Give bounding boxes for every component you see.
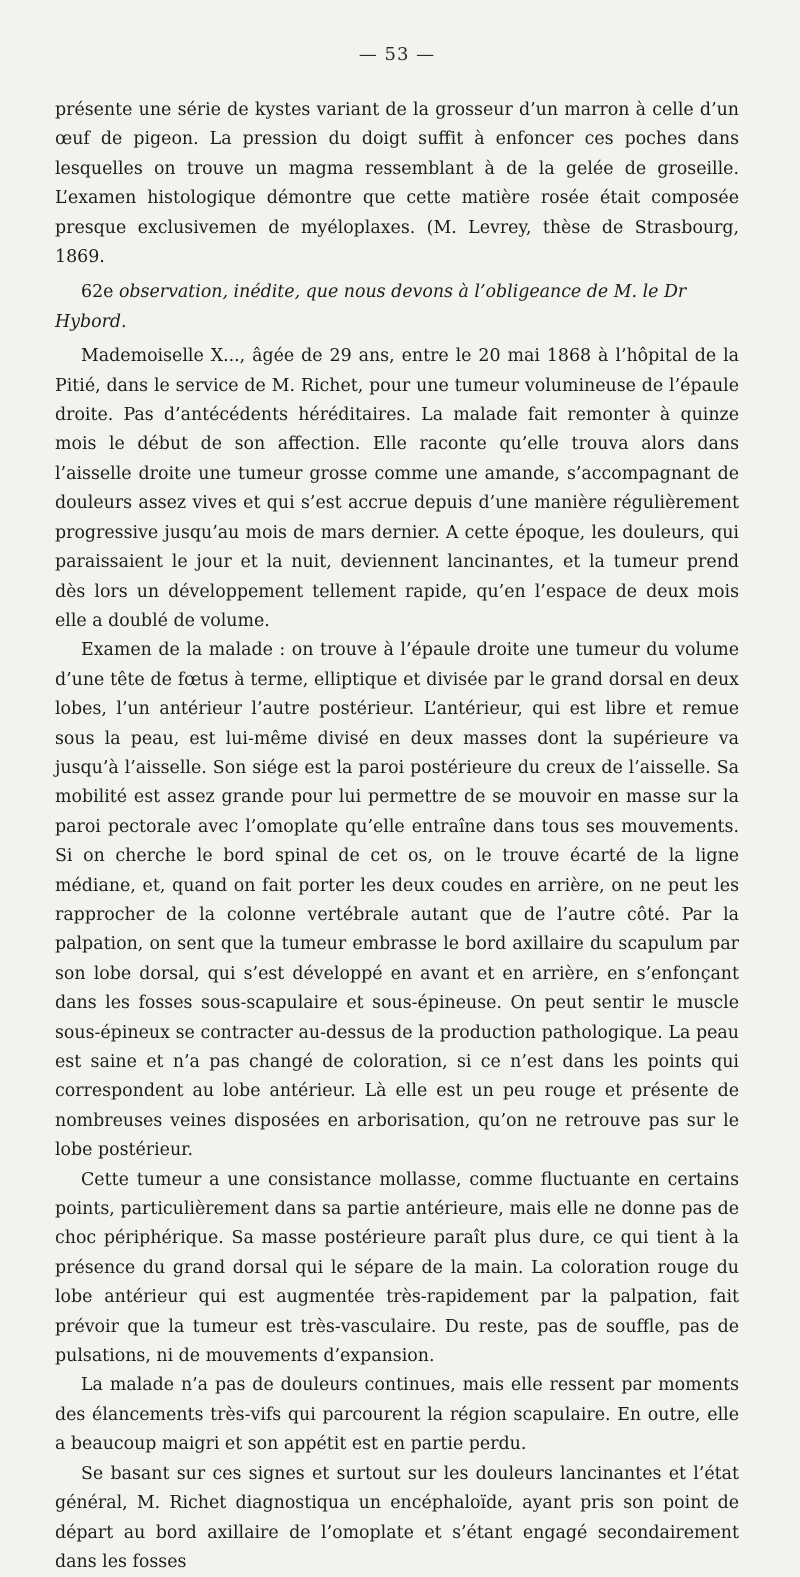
paragraph-continuation: présente une série de kystes variant de la grosseur d’un marron à celle d’un œuf de pigeon. La pression du doigt suffit à enfoncer ces poches dans lesquelles on trouve un magma ressemblant à de la gelée de groseille. L’examen histologique démontre que cette matière rosée était composée presque exclusivemen de myéloplaxes. (M. Levrey, thèse de Strasbourg, 1869. bbox=[55, 100, 739, 268]
page-number: — 53 — bbox=[358, 44, 436, 65]
paragraph-consistency: Cette tumeur a une consistance mollasse, comme fluctuante en certains points, particulièrement dans sa partie antérieure, mais elle ne donne pas de choc périphérique. Sa masse postérieure paraît plus dure, ce qui tient à la présence du grand dorsal qui le sépare de la main. La coloration rouge du lobe antérieur qui est augmentée très-rapidement par la palpation, fait prévoir que la tumeur est très-vasculaire. Du reste, pas de souffle, pas de pulsations, ni de mouvements d’expansion. bbox=[55, 1169, 739, 1367]
observation-heading bbox=[55, 272, 739, 342]
observation-title: observation, inédite, que nous devons à l’obligeance de M. le Dr Hybord. bbox=[55, 282, 687, 332]
paragraph-pain: La malade n’a pas de douleurs continues, mais elle ressent par moments des élancements très-vifs qui parcourent la région scapulaire. En outre, elle a beaucoup maigri et son appétit est en partie perdu. bbox=[55, 1375, 739, 1455]
paragraph-case-history: Mademoiselle X..., âgée de 29 ans, entre le 20 mai 1868 à l’hôpital de la Pitié, dans le service de M. Richet, pour une tumeur volumineuse de l’épaule droite. Pas d’antécédents héréditaires. La malade fait remonter à quinze mois le début de son affection. Elle raconte qu’elle trouva alors dans l’aisselle droite une tumeur grosse comme une amande, s’accompagnant de douleurs assez vives et qui s’est accrue depuis d’une manière régulièrement progressive jusqu’au mois de mars dernier. A cette époque, les douleurs, qui paraissaient le jour et la nuit, deviennent lancinantes, et la tumeur prend dès lors un développement tellement rapide, qu’en l’espace de deux mois elle a doublé de volume. bbox=[55, 346, 739, 631]
observation-number: 62e bbox=[81, 282, 114, 303]
paragraph-examination: Examen de la malade : on trouve à l’épaule droite une tumeur du volume d’une tête de fœtus à terme, elliptique et divisée par le grand dorsal en deux lobes, l’un antérieur l’autre postérieur. L’antérieur, qui est libre et remue sous la peau, est lui-même divisé en deux masses dont la supérieure va jusqu’à l’aisselle. Son siége est la paroi postérieure du creux de l’aisselle. Sa mobilité est assez grande pour lui permettre de se mouvoir en masse sur la paroi pectorale avec l’omoplate qu’elle entraîne dans tous ses mouvements. Si on cherche le bord spinal de cet os, on le trouve écarté de la ligne médiane, et, quand on fait porter les deux coudes en arrière, on ne peut les rapprocher de la colonne vertébrale autant que de l’autre côté. Par la palpation, on sent que la tumeur embrasse le bord axillaire du scapulum par son lobe dorsal, qui s’est développé en avant et en arrière, en s’enfonçant dans les fosses sous-scapulaire et sous-épineuse. On peut sentir le muscle sous-épineux se contracter au-dessus de la production pathologique. La peau est saine et n’a pas changé de coloration, si ce n’est dans les points qui correspondent au lobe antérieur. Là elle est un peu rouge et présente de nombreuses veines disposées en arborisation, qu’on ne retrouve pas sur le lobe postérieur. bbox=[55, 640, 739, 1161]
paragraph-diagnosis: Se basant sur ces signes et surtout sur les douleurs lancinantes et l’état général, M. Richet diagnostiqua un encéphaloïde, ayant pris son point de départ au bord axillaire de l’omoplate et s’étant engagé secondairement dans les fosses bbox=[55, 1463, 739, 1572]
